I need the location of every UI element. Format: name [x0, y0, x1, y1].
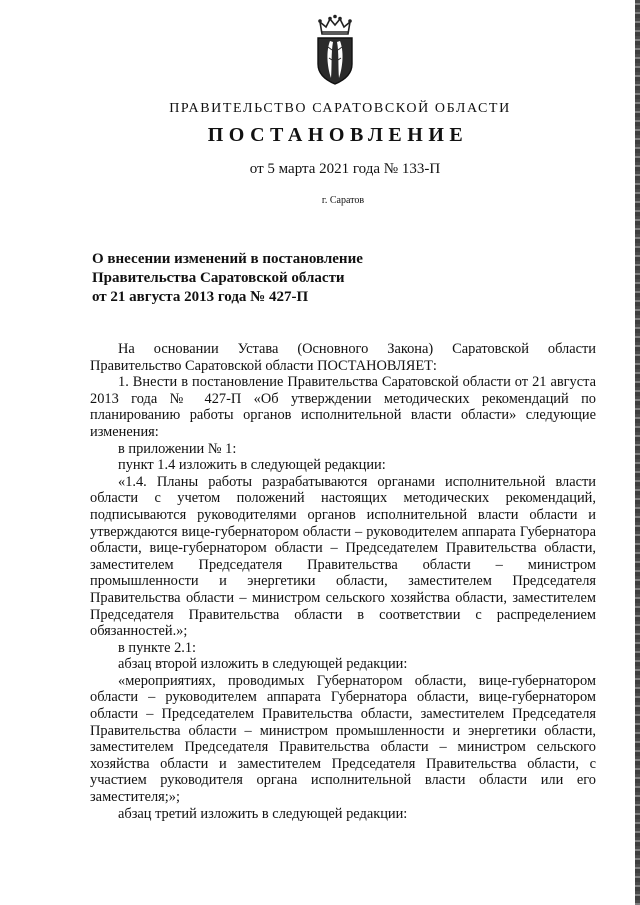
document-city: г. Саратов: [321, 195, 365, 206]
subject-line: от 21 августа 2013 года № 427-П: [92, 289, 309, 305]
document-date-number: от 5 марта 2021 года № 133-П: [249, 161, 441, 177]
body-paragraph: пункт 1.4 изложить в следующей редакции:: [118, 457, 386, 474]
body-paragraph: абзац второй изложить в следующей редакции:: [118, 656, 408, 673]
document-subject: [92, 250, 422, 307]
subject-line: О внесении изменений в постановление: [92, 251, 363, 267]
government-name: ПРАВИТЕЛЬСТВО САРАТОВСКОЙ ОБЛАСТИ: [169, 101, 511, 116]
body-paragraph: «1.4. Планы работы разрабатываются органами исполнительной власти области с учетом положений настоящих методических рекомендаций, подписываются руководителями органов исполнительной власти области и утверждаются вице-губернатором области – руководителем аппарата Губернатора области, вице-губернатором области – Председателем Правительства области, заместителем Председателя Правительства области – министром промышленности и энергетики области, заместителем Председателя Правительства области – министром сельского хозяйства области, заместителем Председателя Правительства области в соответствии с распределением обязанностей.»;: [90, 473, 596, 640]
body-paragraph: 1. Внести в постановление Правительства Саратовской области от 21 августа 2013 года № 427-П «Об утверждении методических рекомендаций по планированию работы органов исполнительной власти области» следующие изменения:: [90, 374, 596, 440]
saratov-coat-of-arms-icon: [313, 14, 357, 86]
body-paragraph: в пункте 2.1:: [118, 639, 197, 656]
body-paragraph: в приложении № 1:: [118, 440, 237, 457]
document-type: ПОСТАНОВЛЕНИЕ: [207, 124, 469, 146]
body-paragraph: «мероприятиях, проводимых Губернатором области, вице-губернатором области – руководителем аппарата Губернатора области, вице-губернатором области – Председателем Правительства области, заместителем Председателя Правительства области – министром промышленности и энергетики области, заместителем Председателя Правительства области – министром сельского хозяйства области и заместителем Председателя Правительства области, с участием руководителя органа исполнительной власти области или его заместителя;»;: [90, 672, 596, 806]
body-paragraph: абзац третий изложить в следующей редакции:: [118, 805, 408, 822]
subject-line: Правительства Саратовской области: [92, 270, 345, 286]
document-body: [90, 341, 596, 822]
body-paragraph: На основании Устава (Основного Закона) Саратовской области Правительство Саратовской области ПОСТАНОВЛЯЕТ:: [90, 341, 596, 374]
